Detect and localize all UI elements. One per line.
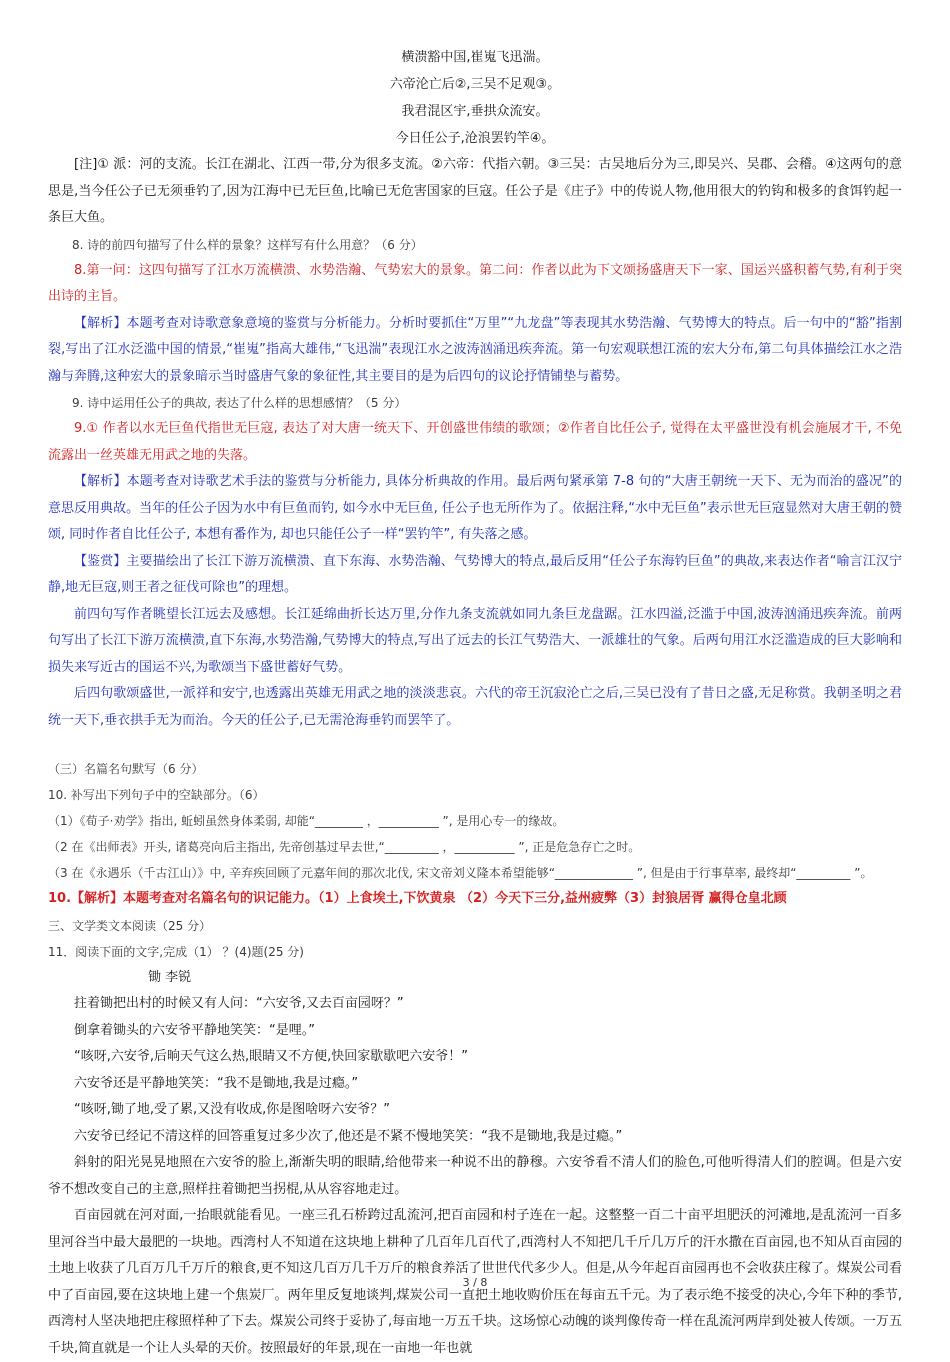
analysis-9: 【解析】本题考查对诗歌艺术手法的鉴赏与分析能力, 具体分析典故的作用。最后两句紧承第 7-8 句的“大唐王朝统一天下、无为而治的盛况”的意思反用典故。当年的任公子因为水中有巨鱼而钓, 如今水中无巨鱼, 任公子也无所作为了。依据注释,“水中无巨鱼”表示世无巨寇显然对大唐王朝的赞颂, 同时作者自比任公子, 本想有番作为, 却也只能任公子一样“罢钓竿”, 有失落之感。 [48, 474, 902, 542]
story-paragraph: 百亩园就在河对面,一抬眼就能看见。一座三孔石桥跨过乱流河,把百亩园和村子连在一起。这整整一百二十亩平坦肥沃的河滩地,是乱流河一百多里河谷当中最大最肥的一块地。西湾村人不知道在这块地上耕种了几百年几百代了,西湾村人不知把几千斤几万斤的汗水撒在百亩园,也不知从百亩园的土地上收获了几百万几千万斤的粮食,更不知这几百万几千万斤的粮食养活了世世代代多少人。但是,从今年起百亩园再也不会收获庄稼了。煤炭公司看中了百亩园,要在这块地上建一个焦炭厂。两年里反复地谈判,煤炭公司一直把土地收购价压在每亩五千元。为了表示绝不接受的决心,今年下种的季节,西湾村人坚决地把庄稼照样种了下去。煤炭公司终于妥协了,每亩地一万五千块。这场惊心动魄的谈判像传奇一样在乱流河两岸到处被人传颂。一万五千块,简直就是一个让人头晕的天价。按照最好的年景,现在一亩地一年也就 [48, 1208, 902, 1356]
answer-10: 10.【解析】本题考查对名篇名句的识记能力。（1）上食埃土,下饮黄泉 （2）今天下三分,益州疲弊（3）封狼居胥 赢得仓皇北顾 [48, 891, 787, 906]
poem-block [48, 44, 902, 152]
section-heading: 三、文学类文本阅读（25 分） [48, 918, 212, 933]
spacer [48, 734, 902, 756]
appreciation-paragraph: 后四句歌颂盛世,一派祥和安宁,也透露出英雄无用武之地的淡淡悲哀。六代的帝王沉寂沦亡之后,三吴已没有了昔日之盛,无足称赏。我朝圣明之君统一天下,垂衣拱手无为而治。今天的任公子,已无需沧海垂钓而罢竿了。 [48, 686, 902, 728]
question-11: 11．阅读下面的文字,完成（1） ？(4)题(25 分) [48, 944, 304, 959]
fill-blank-item: （2 在《出师表》开头, 诸葛亮向后主指出, 先帝创基过早去世,“_________ ，__________ ”, 正是危急存亡之时。 [48, 840, 641, 854]
poem-line: 横溃豁中国,崔嵬飞迅湍。 [401, 50, 549, 65]
story-title: 锄 李锐 [148, 969, 192, 985]
story-paragraph: “咳呀,六安爷,后晌天气这么热,眼睛又不方便,快回家歇歇吧六安爷！” [74, 1049, 468, 1064]
story-paragraph: 斜射的阳光晃晃地照在六安爷的脸上,渐渐失明的眼睛,给他带来一种说不出的静穆。六安爷看不清人们的脸色,可他听得清人们的腔调。但是六安爷不想改变自己的主意,照样拄着锄把当拐棍,从从容容地走过。 [48, 1155, 902, 1197]
page-number: 3 / 8 [462, 1276, 488, 1289]
story-paragraph: 六安爷还是平静地笑笑：“我不是锄地,我是过瘾。” [74, 1075, 359, 1091]
fill-blank-item: （3 在《永遇乐（千古江山）》中, 辛弃疾回顾了元嘉年间的那次北伐, 宋文帝刘义隆本希望能够“_____________ ”, 但是由于行事草率, 最终却“_________ ”。 [48, 866, 873, 880]
fill-blank-item: （1）《荀子·劝学》指出, 蚯蚓虽然身体柔弱, 却能“________ ，__________ ”, 是用心专一的缘故。 [48, 814, 565, 828]
story-paragraph: 拄着锄把出村的时候又有人问：“六安爷,又去百亩园呀？” [74, 996, 404, 1011]
question-8: 8. 诗的前四句描写了什么样的景象？这样写有什么用意？（6 分） [72, 237, 423, 252]
poem-note: [注]① 派：河的支流。长江在湖北、江西一带,分为很多支流。②六帝：代指六朝。③三吴：古吴地后分为三,即吴兴、吴郡、会稽。④这两句的意思是,当今任公子已无须垂钓了,因为江海中已无巨鱼,比喻已无危害国家的巨寇。任公子是《庄子》中的传说人物,他用很大的钓钩和极多的食饵钓起一条巨大鱼。 [48, 157, 902, 225]
story-paragraph: “咳呀,锄了地,受了累,又没有收成,你是图啥呀六安爷？” [74, 1102, 390, 1117]
answer-9: 9.① 作者以水无巨鱼代指世无巨寇, 表达了对大唐一统天下、开创盛世伟绩的歌颂；②作者自比任公子, 觉得在太平盛世没有机会施展才干, 不免流露出一丝英雄无用武之地的失落。 [48, 421, 902, 463]
poem-line: 我君混区宇,垂拱众流安。 [401, 104, 549, 119]
poem-line: 六帝沦亡后②,三吴不足观③。 [389, 77, 561, 92]
analysis-8: 【解析】本题考查对诗歌意象意境的鉴赏与分析能力。分析时要抓住“万里”“九龙盘”等表现其水势浩瀚、气势博大的特点。后一句中的“豁”指割裂,写出了江水泛滥中国的情景,“崔嵬”指高大雄伟,“飞迅湍”表现江水之波涛汹涌迅疾奔流。第一句宏观联想江流的宏大分布,第二句具体描绘江水之浩瀚与奔腾,这种宏大的景象暗示当时盛唐气象的象征性,其主要目的是为后四句的议论抒情铺垫与蓄势。 [48, 315, 902, 384]
story-paragraph: 倒拿着锄头的六安爷平静地笑笑：“是哩。” [74, 1022, 315, 1038]
question-9: 9. 诗中运用任公子的典故, 表达了什么样的思想感情？（5 分） [72, 396, 407, 410]
story-paragraph: 六安爷已经记不清这样的回答重复过多少次了,他还是不紧不慢地笑笑：“我不是锄地,我是过瘾。” [74, 1128, 623, 1144]
question-10: 10. 补写出下列句子中的空缺部分。（6） [48, 788, 265, 802]
section-heading: （三）名篇名句默写（6 分） [48, 762, 204, 776]
appreciation-label: 【鉴赏】主要描绘出了长江下游万流横溃、直下东海、水势浩瀚、气势博大的特点,最后反用“任公子东海钓巨鱼”的典故,来表达作者“喻言江汉宁静,地无巨寇,则王者之征伐可除也”的理想。 [48, 553, 902, 595]
appreciation-paragraph: 前四句写作者眺望长江远去及感想。长江延绵曲折长达万里,分作九条支流就如同九条巨龙盘踞。江水四溢,泛滥于中国,波涛汹涌迅疾奔流。前两句写出了长江下游万流横溃,直下东海,水势浩瀚,气势博大的特点,写出了远去的长江气势浩大、一派雄壮的气象。后两句用江水泛滥造成的巨大影响和损失来写近古的国运不兴,为歌颂当下盛世蓄好气势。 [48, 606, 902, 675]
answer-8: 8.第一问：这四句描写了江水万流横溃、水势浩瀚、气势宏大的景象。第二问：作者以此为下文颂扬盛唐天下一家、国运兴盛积蓄气势,有利于突出诗的主旨。 [48, 262, 902, 304]
poem-line: 今日任公子,沧浪罢钓竿④。 [395, 131, 555, 146]
